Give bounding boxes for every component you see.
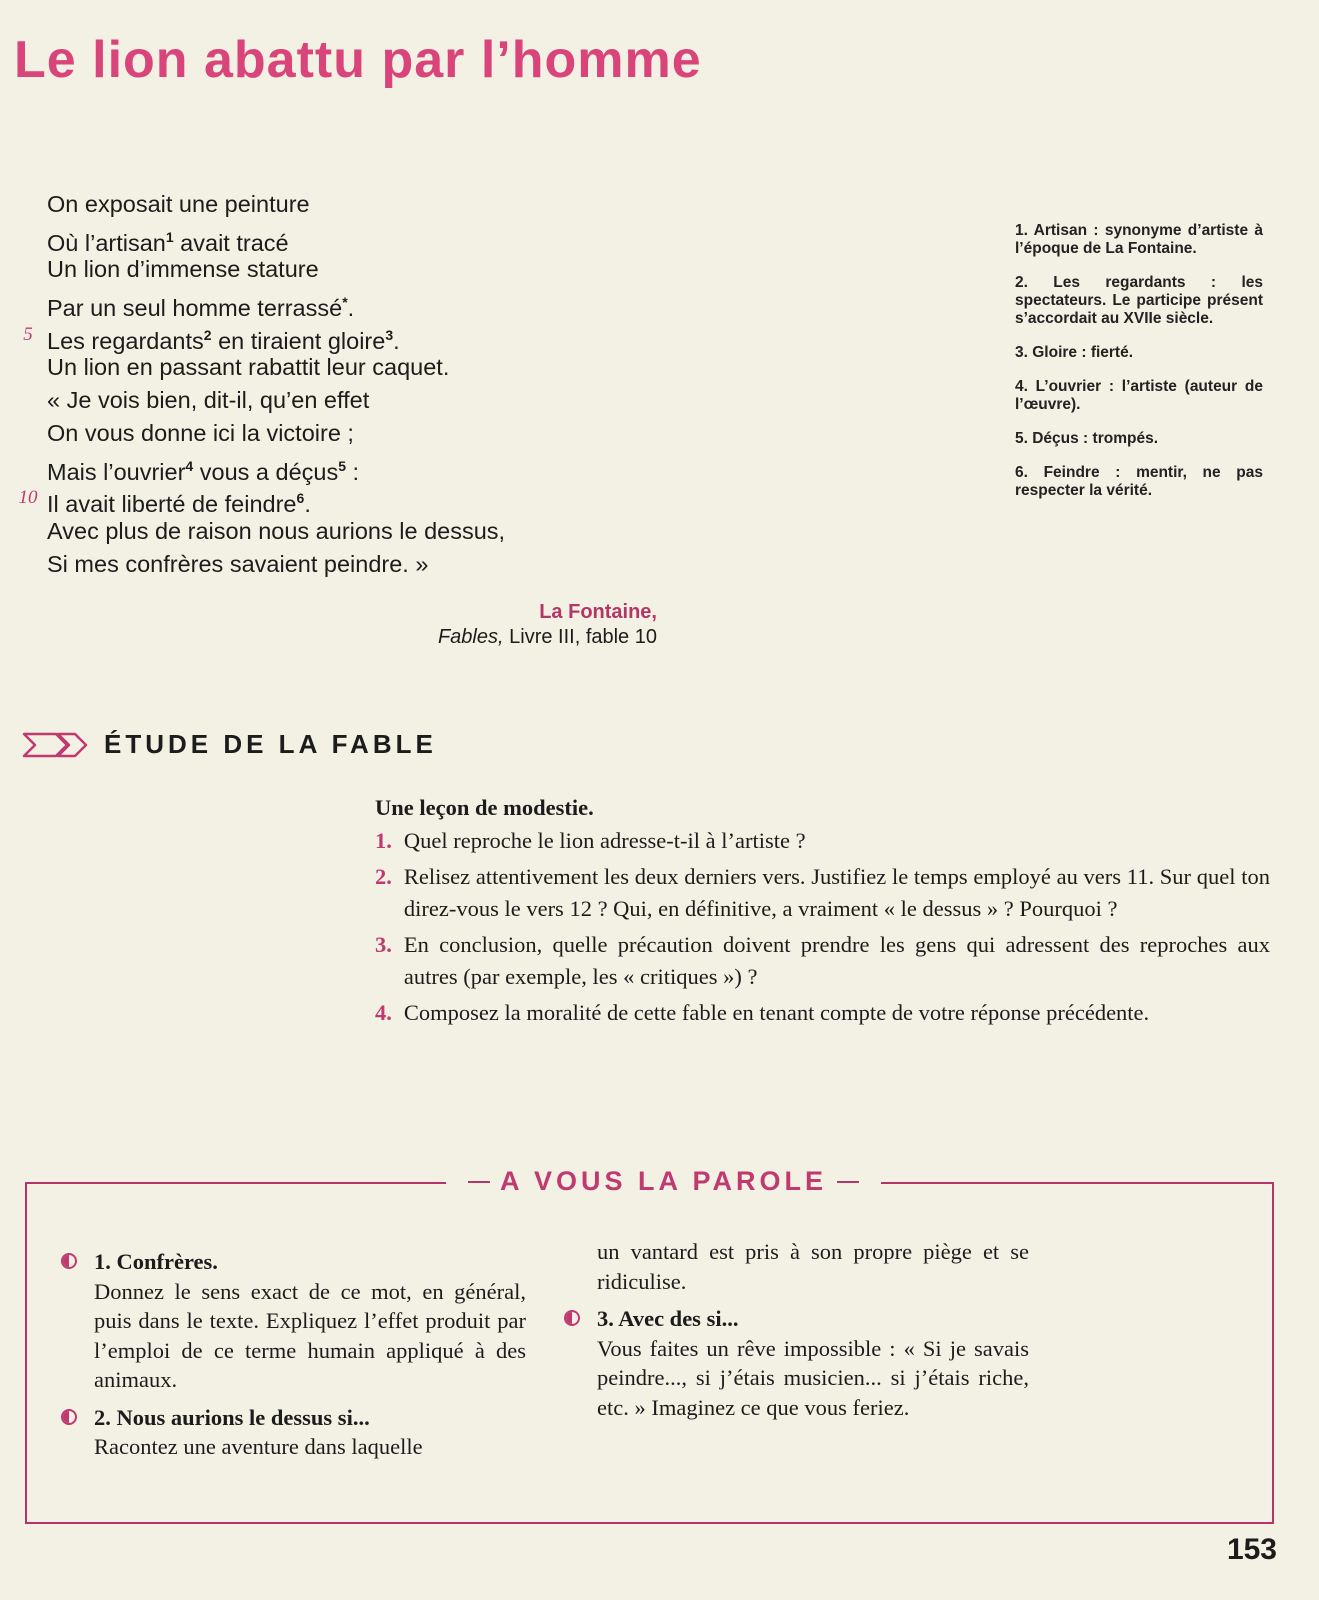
verse-text: Les regardants$^2$ en tiraient gloire$^3$. [47, 326, 400, 354]
verse-text: On exposait une peinture [47, 191, 310, 217]
etude-heading [22, 729, 437, 760]
double-arrow-icon [22, 731, 88, 759]
verse-text: Un lion d’immense stature [47, 256, 319, 283]
verse-text: Si mes confrères savaient peindre. » [47, 550, 429, 577]
footnote-ref: 1 [165, 228, 174, 245]
footnote [1015, 378, 1263, 414]
work-title: Fables, [437, 626, 504, 648]
footnote-ref: 4 [185, 457, 194, 474]
footnote-term: 2. Les regardants : [1015, 274, 1217, 291]
verse-text: Où l’artisan$^1$ avait tracé [47, 228, 289, 256]
parole-title: A VOUS LA PAROLE [500, 1166, 828, 1196]
footnote-definition: mentir, ne pas respecter la vérité. [1015, 464, 1264, 499]
parole-heading [446, 1166, 881, 1197]
footnote-term: 5. Déçus : [1015, 430, 1089, 447]
question-number: 1. [375, 828, 392, 853]
footnote [1015, 464, 1263, 500]
study-questions [375, 792, 1270, 1033]
footnote-term: 6. Feindre : [1015, 464, 1121, 481]
verse-text: Avec plus de raison nous aurions le dessus, [47, 517, 506, 544]
item-title: 1. Confrères. [94, 1249, 218, 1274]
footnote [1015, 344, 1263, 362]
item-body: Donnez le sens exact de ce mot, en général, puis dans le texte. Expliquez l’effet produit par l’emploi de ce terme humain appliqué à des animaux. [94, 1278, 526, 1392]
footnote-definition: les spectateurs. Le participe présent s’accordait au XVIIe siècle. [1015, 274, 1264, 327]
verse-text: Par un seul homme terrassé*. [47, 294, 355, 321]
footnote [1015, 274, 1263, 328]
item-body: Vous faites un rêve impossible : « Si je savais peindre..., si j’étais musicien... si j’étais riche, etc. » Imaginez ce que vous feriez. [597, 1335, 1029, 1420]
question-number: 2. [375, 864, 392, 889]
source-reference [300, 625, 657, 650]
question-text: Relisez attentivement les deux derniers vers. Justifiez le temps employé au vers 11. Sur quel ton direz-vous le vers 12 ? Qui, en définitive, a vraiment « le dessus » ? Pourquoi ? [403, 864, 1270, 921]
parole-item [597, 1304, 1029, 1422]
footnotes [1015, 222, 1263, 516]
half-circle-icon [564, 1310, 580, 1326]
page-number: 153 [1226, 1533, 1277, 1566]
footnote-ref: 6 [296, 490, 305, 507]
question-number: 4. [375, 1000, 392, 1025]
question [375, 997, 1270, 1029]
footnote-term: 3. Gloire : [1015, 344, 1087, 361]
parole-item [94, 1247, 526, 1395]
parole-right-column [597, 1237, 1029, 1430]
footnote-term: 4. L’ouvrier : [1015, 378, 1115, 395]
question [375, 825, 1270, 857]
question-text: Quel reproche le lion adresse-t-il à l’artiste ? [403, 828, 806, 853]
footnote-definition: l’artiste (auteur de l’œuvre). [1015, 378, 1264, 413]
item-title: 3. Avec des si... [597, 1306, 739, 1331]
parole-left-column [94, 1247, 526, 1470]
half-circle-icon [61, 1409, 77, 1425]
verse-number: 5 [23, 323, 33, 345]
footnote-ref: 3 [385, 326, 394, 343]
half-circle-icon [61, 1253, 77, 1269]
question-text: En conclusion, quelle précaution doivent prendre les gens qui adressent des reproches aux autres (par exemple, les « critiques ») ? [403, 932, 1270, 989]
footnote [1015, 222, 1263, 258]
verse-text: « Je vois bien, dit-il, qu’en effet [47, 387, 370, 414]
question-number: 3. [375, 932, 392, 957]
item-title: 2. Nous aurions le dessus si... [94, 1404, 370, 1430]
verse-text: Un lion en passant rabattit leur caquet. [47, 354, 450, 381]
book-reference: Livre III, fable 10 [509, 626, 657, 648]
etude-title: ÉTUDE DE LA FABLE [104, 729, 437, 759]
verse-text: Il avait liberté de feindre$^6$. [47, 490, 311, 518]
heading-rule [837, 1181, 859, 1183]
footnote-ref: 5 [338, 457, 347, 474]
page-title: Le lion abattu par l’homme [14, 31, 702, 89]
heading-rule [468, 1181, 490, 1183]
item-continuation: un vantard est pris à son propre piège et se ridiculise. [597, 1239, 1029, 1294]
question [375, 929, 1270, 993]
question-text: Composez la moralité de cette fable en tenant compte de votre réponse précédente. [403, 1000, 1150, 1025]
footnote-definition: synonyme d’artiste à l’époque de La Fontaine. [1015, 222, 1264, 257]
parole-item [94, 1403, 526, 1462]
verse-text: Mais l’ouvrier$^4$ vous a déçus$^5$ : [47, 457, 360, 485]
verse-number: 10 [18, 487, 38, 509]
footnote [1015, 430, 1263, 448]
etude-subtitle: Une leçon de modestie. [375, 795, 594, 820]
footnote-ref: * [342, 294, 348, 311]
footnote-term: 1. Artisan : [1015, 222, 1099, 239]
item-body: Racontez une aventure dans laquelle [94, 1434, 423, 1459]
verse-text: On vous donne ici la victoire ; [47, 419, 354, 446]
attribution [300, 600, 657, 650]
question [375, 861, 1270, 925]
footnote-ref: 2 [203, 326, 212, 343]
footnote-definition: trompés. [1092, 430, 1159, 447]
author-name: La Fontaine, [539, 601, 657, 623]
footnote-definition: fierté. [1090, 344, 1134, 361]
